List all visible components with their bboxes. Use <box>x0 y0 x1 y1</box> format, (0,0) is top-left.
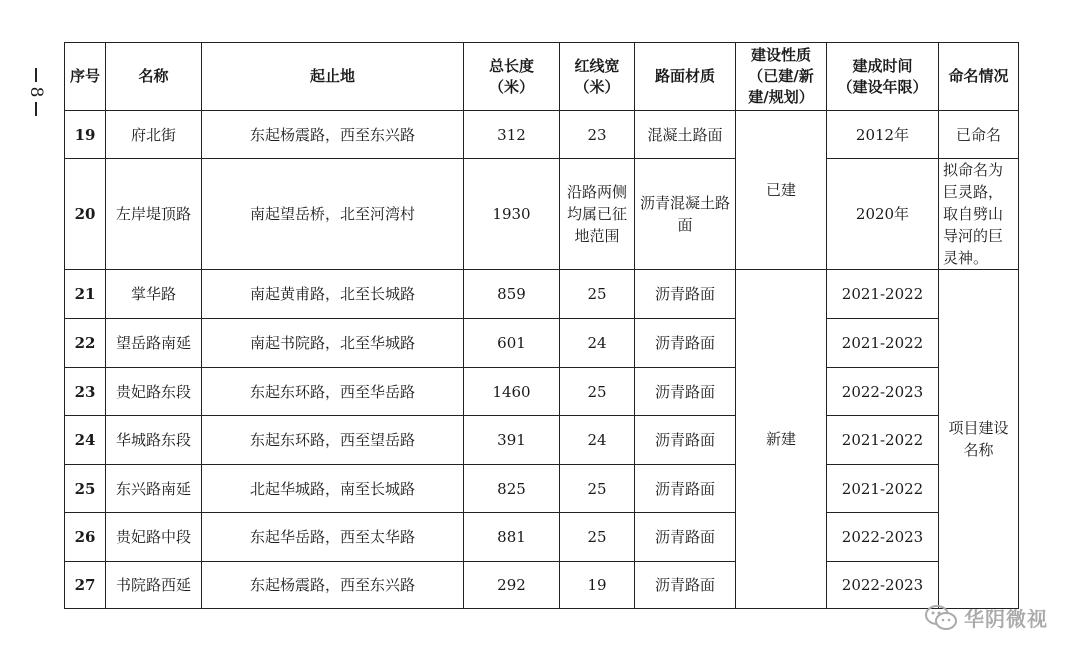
wechat-icon <box>924 604 958 632</box>
header-material: 路面材质 <box>635 43 736 111</box>
cell-seq: 27 <box>65 562 106 609</box>
cell-seq: 24 <box>65 416 106 465</box>
cell-length: 859 <box>464 270 560 319</box>
cell-time: 2021-2022 <box>827 416 939 465</box>
table-row <box>65 368 1019 416</box>
cell-range: 东起东环路，西至望岳路 <box>202 416 464 465</box>
cell-length: 825 <box>464 465 560 513</box>
cell-range: 东起东环路，西至华岳路 <box>202 368 464 416</box>
header-seq: 序号 <box>65 43 106 111</box>
header-range: 起止地 <box>202 43 464 111</box>
cell-seq: 19 <box>65 111 106 159</box>
cell-length: 1930 <box>464 159 560 270</box>
cell-naming-project: 项目建设名称 <box>939 270 1019 609</box>
table-row <box>65 513 1019 562</box>
cell-length: 312 <box>464 111 560 159</box>
cell-width: 25 <box>560 368 635 416</box>
cell-seq: 20 <box>65 159 106 270</box>
header-width: 红线宽 （米） <box>560 43 635 111</box>
cell-width: 25 <box>560 465 635 513</box>
header-row <box>65 43 1019 111</box>
cell-width: 沿路两侧均属已征地范围 <box>560 159 635 270</box>
table-row <box>65 562 1019 609</box>
cell-name: 书院路西延 <box>106 562 202 609</box>
cell-length: 601 <box>464 319 560 368</box>
cell-material: 沥青路面 <box>635 368 736 416</box>
header-naming: 命名情况 <box>939 43 1019 111</box>
cell-seq: 21 <box>65 270 106 319</box>
cell-name: 府北街 <box>106 111 202 159</box>
page-number <box>26 68 46 118</box>
cell-seq: 22 <box>65 319 106 368</box>
cell-range: 北起华城路，南至长城路 <box>202 465 464 513</box>
cell-time: 2012年 <box>827 111 939 159</box>
cell-name: 掌华路 <box>106 270 202 319</box>
cell-width: 25 <box>560 513 635 562</box>
cell-seq: 23 <box>65 368 106 416</box>
table-row <box>65 465 1019 513</box>
cell-material: 沥青路面 <box>635 416 736 465</box>
cell-time: 2021-2022 <box>827 270 939 319</box>
cell-range: 东起杨震路，西至东兴路 <box>202 562 464 609</box>
cell-nature-new: 新建 <box>736 270 827 609</box>
cell-name: 望岳路南延 <box>106 319 202 368</box>
cell-material: 沥青路面 <box>635 270 736 319</box>
table-row <box>65 319 1019 368</box>
page-number-dash-top <box>35 68 37 82</box>
cell-range: 东起华岳路，西至太华路 <box>202 513 464 562</box>
table-row <box>65 416 1019 465</box>
cell-material: 混凝土路面 <box>635 111 736 159</box>
cell-name: 东兴路南延 <box>106 465 202 513</box>
header-time: 建成时间 （建设年限） <box>827 43 939 111</box>
cell-time: 2021-2022 <box>827 319 939 368</box>
cell-range: 南起黄甫路，北至长城路 <box>202 270 464 319</box>
cell-name: 贵妃路中段 <box>106 513 202 562</box>
cell-range: 南起望岳桥，北至河湾村 <box>202 159 464 270</box>
cell-seq: 25 <box>65 465 106 513</box>
header-name: 名称 <box>106 43 202 111</box>
cell-material: 沥青路面 <box>635 513 736 562</box>
cell-naming: 拟命名为巨灵路，取自劈山导河的巨灵神。 <box>939 159 1019 270</box>
cell-width: 25 <box>560 270 635 319</box>
cell-time: 2022-2023 <box>827 513 939 562</box>
cell-time: 2022-2023 <box>827 368 939 416</box>
cell-seq: 26 <box>65 513 106 562</box>
cell-time: 2022-2023 <box>827 562 939 609</box>
cell-range: 南起书院路，北至华城路 <box>202 319 464 368</box>
cell-material: 沥青混凝土路面 <box>635 159 736 270</box>
cell-time: 2020年 <box>827 159 939 270</box>
table-row <box>65 111 1019 159</box>
road-naming-table <box>64 42 1019 609</box>
watermark-text: 华阴微视 <box>964 607 1048 631</box>
cell-range: 东起杨震路，西至东兴路 <box>202 111 464 159</box>
watermark <box>924 603 1048 632</box>
table-row <box>65 270 1019 319</box>
cell-material: 沥青路面 <box>635 465 736 513</box>
cell-naming: 已命名 <box>939 111 1019 159</box>
cell-width: 24 <box>560 416 635 465</box>
cell-length: 391 <box>464 416 560 465</box>
cell-length: 881 <box>464 513 560 562</box>
cell-length: 292 <box>464 562 560 609</box>
header-nature: 建设性质 （已建/新 建/规划） <box>736 43 827 111</box>
table-row <box>65 159 1019 270</box>
header-length: 总长度 （米） <box>464 43 560 111</box>
cell-material: 沥青路面 <box>635 562 736 609</box>
cell-length: 1460 <box>464 368 560 416</box>
cell-nature-built: 已建 <box>736 111 827 270</box>
cell-name: 贵妃路东段 <box>106 368 202 416</box>
cell-material: 沥青路面 <box>635 319 736 368</box>
cell-width: 19 <box>560 562 635 609</box>
page-number-value: 8 <box>26 86 46 98</box>
cell-name: 华城路东段 <box>106 416 202 465</box>
page-number-dash-bottom <box>35 102 37 116</box>
cell-time: 2021-2022 <box>827 465 939 513</box>
cell-width: 23 <box>560 111 635 159</box>
cell-width: 24 <box>560 319 635 368</box>
cell-name: 左岸堤顶路 <box>106 159 202 270</box>
